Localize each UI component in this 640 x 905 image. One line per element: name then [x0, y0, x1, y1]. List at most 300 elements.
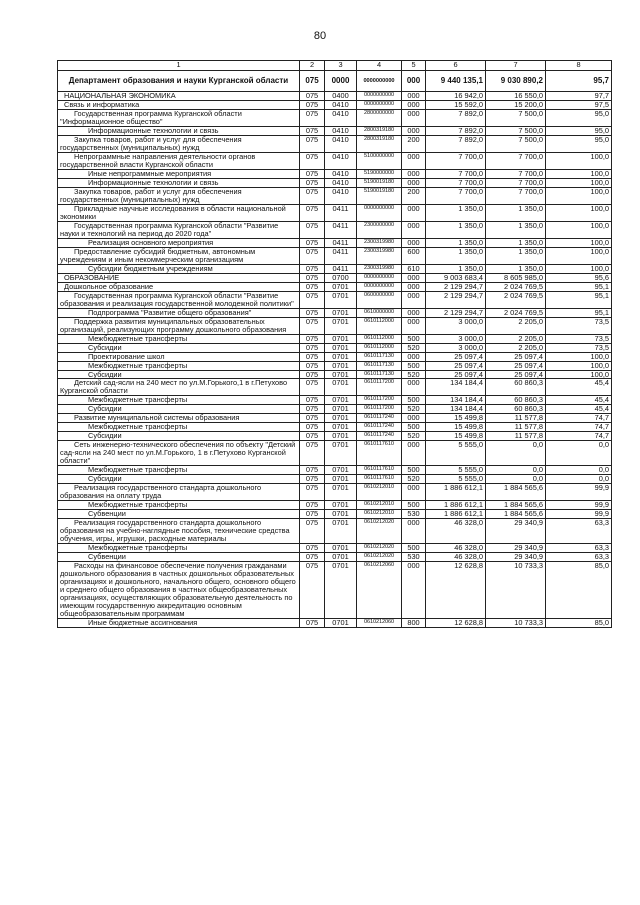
target-code: 0610212010	[357, 510, 402, 519]
department-row	[58, 71, 612, 92]
expense-type-code: 200	[402, 135, 426, 152]
execution-percent: 95,0	[546, 135, 612, 152]
actual-amount: 0,0	[486, 466, 546, 475]
expense-type-code: 000	[402, 519, 426, 544]
actual-amount: 60 860,3	[486, 379, 546, 396]
target-code: 2300319980	[357, 247, 402, 264]
expense-type-code: 610	[402, 264, 426, 273]
target-code: 0610112000	[357, 343, 402, 352]
ved-code: 075	[300, 352, 325, 361]
actual-amount: 10 733,3	[486, 562, 546, 619]
row-name: Межбюджетные трансферты	[58, 423, 300, 432]
execution-percent: 95,1	[546, 308, 612, 317]
planned-amount: 2 129 294,7	[426, 308, 486, 317]
execution-percent: 100,0	[546, 187, 612, 204]
target-code: 0610212010	[357, 501, 402, 510]
row-name: Субсидии бюджетным учреждениям	[58, 264, 300, 273]
row-name: Государственная программа Курганской области "Информационное общество"	[58, 109, 300, 126]
table-row	[58, 370, 612, 379]
section-code: 0701	[325, 484, 357, 501]
table-body	[58, 92, 612, 628]
row-name: Детский сад-ясли на 240 мест по ул.М.Горького,1 в г.Петухово Курганской области	[58, 379, 300, 396]
table-row	[58, 396, 612, 405]
row-name: Межбюджетные трансферты	[58, 466, 300, 475]
row-name: Субсидии	[58, 405, 300, 414]
actual-amount: 2 205,0	[486, 334, 546, 343]
expense-type-code: 800	[402, 619, 426, 628]
actual-amount: 2 205,0	[486, 343, 546, 352]
expense-type-code: 000	[402, 92, 426, 101]
target-code: 0610117240	[357, 423, 402, 432]
section-code: 0400	[325, 92, 357, 101]
target-code: 2300000000	[357, 221, 402, 238]
page-number: 80	[313, 30, 327, 42]
row-name: Иные непрограммные мероприятия	[58, 169, 300, 178]
planned-amount: 7 892,0	[426, 135, 486, 152]
actual-amount: 0,0	[486, 475, 546, 484]
planned-amount: 7 700,0	[426, 169, 486, 178]
ved-code: 075	[300, 109, 325, 126]
actual-amount: 25 097,4	[486, 370, 546, 379]
expense-type-code: 000	[402, 562, 426, 619]
row-name: Реализация основного мероприятия	[58, 238, 300, 247]
target-code: 0000000000	[357, 204, 402, 221]
planned-amount: 3 000,0	[426, 343, 486, 352]
target-code: 0610112000	[357, 317, 402, 334]
target-code: 2300319980	[357, 238, 402, 247]
ved-code: 075	[300, 178, 325, 187]
row-name: Расходы на финансовое обеспечение получения гражданами дошкольного образования в частных дошкольных образовательных организациях и дошкольного, начального общего, основного общего и среднего общего образования в частных общеобразовательных организациях, осуществляющих образовательную деятельность по имеющим государственную аккредитацию основным общеобразовательным программам	[58, 562, 300, 619]
execution-percent: 99,9	[546, 484, 612, 501]
ved-code: 075	[300, 273, 325, 282]
execution-percent: 0,0	[546, 466, 612, 475]
row-name: Межбюджетные трансферты	[58, 396, 300, 405]
column-number: 1	[58, 61, 300, 71]
actual-amount: 25 097,4	[486, 361, 546, 370]
target-code: 2800319180	[357, 126, 402, 135]
target-code: 0610117200	[357, 405, 402, 414]
actual-amount: 1 350,0	[486, 238, 546, 247]
actual-amount: 2 024 769,5	[486, 308, 546, 317]
table-row	[58, 544, 612, 553]
planned-amount: 15 499,8	[426, 432, 486, 441]
section-code: 0701	[325, 291, 357, 308]
row-name: Субвенции	[58, 553, 300, 562]
expense-type-code: 000	[402, 238, 426, 247]
expense-type-code: 000	[402, 204, 426, 221]
expense-type-code: 520	[402, 370, 426, 379]
table-row	[58, 238, 612, 247]
expense-type-code: 530	[402, 553, 426, 562]
department-name: Департамент образования и науки Курганской области	[58, 71, 300, 92]
expense-type-code: 000	[402, 178, 426, 187]
ved-code: 075	[300, 361, 325, 370]
target-code: 0000000000	[357, 92, 402, 101]
expense-type-code: 000	[402, 71, 426, 92]
expense-type-code: 520	[402, 432, 426, 441]
ved-code: 075	[300, 405, 325, 414]
execution-percent: 100,0	[546, 152, 612, 169]
actual-amount: 7 500,0	[486, 126, 546, 135]
planned-amount: 1 350,0	[426, 204, 486, 221]
planned-amount: 1 350,0	[426, 264, 486, 273]
table-row	[58, 247, 612, 264]
execution-percent: 0,0	[546, 441, 612, 466]
planned-amount: 3 000,0	[426, 317, 486, 334]
table-row	[58, 334, 612, 343]
actual-amount: 25 097,4	[486, 352, 546, 361]
expense-type-code: 000	[402, 414, 426, 423]
section-code: 0701	[325, 519, 357, 544]
ved-code: 075	[300, 135, 325, 152]
execution-percent: 73,5	[546, 317, 612, 334]
ved-code: 075	[300, 466, 325, 475]
planned-amount: 15 499,8	[426, 423, 486, 432]
expense-type-code: 000	[402, 169, 426, 178]
table-row	[58, 126, 612, 135]
expense-type-code: 500	[402, 501, 426, 510]
execution-percent: 97,7	[546, 92, 612, 101]
execution-percent: 95,6	[546, 273, 612, 282]
table-row	[58, 405, 612, 414]
section-code: 0701	[325, 441, 357, 466]
row-name: Непрограммные направления деятельности органов государственной власти Курганской области	[58, 152, 300, 169]
section-code: 0701	[325, 343, 357, 352]
expense-type-code: 000	[402, 109, 426, 126]
planned-amount: 15 499,8	[426, 414, 486, 423]
column-number-row	[58, 61, 612, 71]
target-code: 0610212060	[357, 619, 402, 628]
actual-amount: 60 860,3	[486, 405, 546, 414]
ved-code: 075	[300, 441, 325, 466]
execution-percent: 63,3	[546, 544, 612, 553]
actual-amount: 1 884 565,6	[486, 484, 546, 501]
target-code: 0610117610	[357, 441, 402, 466]
table-row	[58, 291, 612, 308]
row-name: Информационные технологии и связь	[58, 178, 300, 187]
row-name: Сеть инженерно-технического обеспечения по объекту "Детский сад-ясли на 240 мест по ул.М.Горького, 1 в г.Петухово Курганской области"	[58, 441, 300, 466]
actual-amount: 1 884 565,6	[486, 510, 546, 519]
table-row	[58, 352, 612, 361]
row-name: Межбюджетные трансферты	[58, 544, 300, 553]
execution-percent: 95,0	[546, 126, 612, 135]
row-name: Поддержка развития муниципальных образовательных организаций, реализующих программу дошкольного образования	[58, 317, 300, 334]
target-code: 2800000000	[357, 109, 402, 126]
table-row	[58, 204, 612, 221]
section-code: 0700	[325, 273, 357, 282]
planned-amount: 46 328,0	[426, 519, 486, 544]
section-code: 0701	[325, 308, 357, 317]
row-name: Межбюджетные трансферты	[58, 334, 300, 343]
row-name: Закупка товаров, работ и услуг для обеспечения государственных (муниципальных) нужд	[58, 187, 300, 204]
actual-amount: 2 024 769,5	[486, 282, 546, 291]
target-code: 0610117240	[357, 414, 402, 423]
section-code: 0701	[325, 432, 357, 441]
actual-amount: 7 500,0	[486, 109, 546, 126]
target-code: 5100000000	[357, 152, 402, 169]
ved-code: 075	[300, 501, 325, 510]
planned-amount: 46 328,0	[426, 553, 486, 562]
actual-amount: 7 700,0	[486, 169, 546, 178]
row-name: Государственная программа Курганской области "Развитие образования и реализация государственной молодежной политики"	[58, 291, 300, 308]
expense-type-code: 000	[402, 291, 426, 308]
row-name: Информационные технологии и связь	[58, 126, 300, 135]
ved-code: 075	[300, 247, 325, 264]
execution-percent: 74,7	[546, 414, 612, 423]
planned-amount: 25 097,4	[426, 361, 486, 370]
expense-type-code: 000	[402, 484, 426, 501]
target-code: 0600000000	[357, 291, 402, 308]
target-code: 0610212010	[357, 484, 402, 501]
ved-code: 075	[300, 343, 325, 352]
actual-amount: 7 700,0	[486, 187, 546, 204]
planned-amount: 2 129 294,7	[426, 282, 486, 291]
planned-amount: 12 628,8	[426, 619, 486, 628]
table-row	[58, 264, 612, 273]
execution-percent: 74,7	[546, 423, 612, 432]
planned-amount: 134 184,4	[426, 396, 486, 405]
ved-code: 075	[300, 71, 325, 92]
actual-amount: 29 340,9	[486, 519, 546, 544]
table-row	[58, 152, 612, 169]
actual-amount: 1 350,0	[486, 264, 546, 273]
table-row	[58, 100, 612, 109]
execution-percent: 100,0	[546, 352, 612, 361]
expense-type-code: 000	[402, 282, 426, 291]
table-row	[58, 432, 612, 441]
section-code: 0411	[325, 264, 357, 273]
row-name: Межбюджетные трансферты	[58, 501, 300, 510]
table-row	[58, 109, 612, 126]
ved-code: 075	[300, 544, 325, 553]
planned-amount: 1 350,0	[426, 238, 486, 247]
expense-type-code: 000	[402, 317, 426, 334]
section-code: 0701	[325, 379, 357, 396]
execution-percent: 99,9	[546, 501, 612, 510]
section-code: 0411	[325, 238, 357, 247]
ved-code: 075	[300, 562, 325, 619]
table-row	[58, 178, 612, 187]
expense-type-code: 000	[402, 273, 426, 282]
planned-amount: 1 886 612,1	[426, 510, 486, 519]
section-code: 0701	[325, 396, 357, 405]
expense-type-code: 000	[402, 441, 426, 466]
section-code: 0701	[325, 619, 357, 628]
section-code: 0701	[325, 423, 357, 432]
expense-type-code: 600	[402, 247, 426, 264]
expense-type-code: 500	[402, 423, 426, 432]
table-row	[58, 379, 612, 396]
execution-percent: 100,0	[546, 221, 612, 238]
row-name: Субвенции	[58, 510, 300, 519]
actual-amount: 16 550,0	[486, 92, 546, 101]
table-row	[58, 135, 612, 152]
section-code: 0701	[325, 334, 357, 343]
table-row	[58, 414, 612, 423]
target-code: 5190000000	[357, 169, 402, 178]
section-code: 0410	[325, 187, 357, 204]
row-name: Проектирование школ	[58, 352, 300, 361]
section-code: 0410	[325, 100, 357, 109]
execution-percent: 95,0	[546, 109, 612, 126]
actual-amount: 7 700,0	[486, 152, 546, 169]
target-code: 2800319180	[357, 135, 402, 152]
execution-percent: 0,0	[546, 475, 612, 484]
section-code: 0410	[325, 152, 357, 169]
actual-amount: 1 350,0	[486, 221, 546, 238]
planned-amount: 9 440 135,1	[426, 71, 486, 92]
execution-percent: 63,3	[546, 519, 612, 544]
table-row	[58, 187, 612, 204]
section-code: 0410	[325, 135, 357, 152]
actual-amount: 7 700,0	[486, 178, 546, 187]
section-code: 0000	[325, 71, 357, 92]
section-code: 0410	[325, 126, 357, 135]
planned-amount: 25 097,4	[426, 370, 486, 379]
section-code: 0701	[325, 466, 357, 475]
section-code: 0701	[325, 370, 357, 379]
execution-percent: 100,0	[546, 361, 612, 370]
table-row	[58, 466, 612, 475]
planned-amount: 5 555,0	[426, 441, 486, 466]
section-code: 0701	[325, 475, 357, 484]
ved-code: 075	[300, 317, 325, 334]
row-name: Субсидии	[58, 475, 300, 484]
ved-code: 075	[300, 414, 325, 423]
actual-amount: 60 860,3	[486, 396, 546, 405]
ved-code: 075	[300, 423, 325, 432]
ved-code: 075	[300, 187, 325, 204]
target-code: 0610117130	[357, 361, 402, 370]
ved-code: 075	[300, 100, 325, 109]
section-code: 0410	[325, 178, 357, 187]
target-code: 0610112000	[357, 334, 402, 343]
table-row	[58, 519, 612, 544]
table-row	[58, 441, 612, 466]
target-code: 0610117610	[357, 466, 402, 475]
row-name: Подпрограмма "Развитие общего образования"	[58, 308, 300, 317]
section-code: 0701	[325, 414, 357, 423]
table-row	[58, 308, 612, 317]
section-code: 0701	[325, 352, 357, 361]
execution-percent: 100,0	[546, 204, 612, 221]
target-code: 0610117200	[357, 379, 402, 396]
target-code: 0000000000	[357, 71, 402, 92]
planned-amount: 2 129 294,7	[426, 291, 486, 308]
actual-amount: 15 200,0	[486, 100, 546, 109]
ved-code: 075	[300, 484, 325, 501]
target-code: 5190019180	[357, 178, 402, 187]
table-row	[58, 484, 612, 501]
ved-code: 075	[300, 238, 325, 247]
target-code: 0610000000	[357, 308, 402, 317]
planned-amount: 16 942,0	[426, 92, 486, 101]
table-row	[58, 317, 612, 334]
expense-type-code: 520	[402, 405, 426, 414]
target-code: 0610117240	[357, 432, 402, 441]
table-row	[58, 619, 612, 628]
actual-amount: 7 500,0	[486, 135, 546, 152]
ved-code: 075	[300, 221, 325, 238]
section-code: 0701	[325, 544, 357, 553]
expense-type-code: 200	[402, 187, 426, 204]
planned-amount: 7 892,0	[426, 126, 486, 135]
table-row	[58, 361, 612, 370]
execution-percent: 45,4	[546, 405, 612, 414]
execution-percent: 97,5	[546, 100, 612, 109]
section-code: 0411	[325, 247, 357, 264]
row-name: Развитие муниципальной системы образования	[58, 414, 300, 423]
target-code: 0610212020	[357, 519, 402, 544]
execution-percent: 100,0	[546, 169, 612, 178]
column-number: 4	[357, 61, 402, 71]
planned-amount: 7 700,0	[426, 187, 486, 204]
expense-type-code: 520	[402, 475, 426, 484]
execution-percent: 85,0	[546, 562, 612, 619]
actual-amount: 11 577,8	[486, 423, 546, 432]
column-number: 7	[486, 61, 546, 71]
planned-amount: 9 003 683,4	[426, 273, 486, 282]
row-name: ОБРАЗОВАНИЕ	[58, 273, 300, 282]
row-name: Иные бюджетные ассигнования	[58, 619, 300, 628]
planned-amount: 7 700,0	[426, 178, 486, 187]
expense-type-code: 000	[402, 221, 426, 238]
planned-amount: 1 886 612,1	[426, 484, 486, 501]
ved-code: 075	[300, 92, 325, 101]
planned-amount: 12 628,8	[426, 562, 486, 619]
target-code: 2300319980	[357, 264, 402, 273]
row-name: Прикладные научные исследования в области национальной экономики	[58, 204, 300, 221]
ved-code: 075	[300, 308, 325, 317]
row-name: Предоставление субсидий бюджетным, автономным учреждениям и иным некоммерческим организациям	[58, 247, 300, 264]
section-code: 0701	[325, 282, 357, 291]
actual-amount: 2 205,0	[486, 317, 546, 334]
execution-percent: 100,0	[546, 247, 612, 264]
execution-percent: 100,0	[546, 178, 612, 187]
section-code: 0411	[325, 221, 357, 238]
target-code: 0610117130	[357, 370, 402, 379]
actual-amount: 1 884 565,6	[486, 501, 546, 510]
actual-amount: 11 577,8	[486, 414, 546, 423]
expense-type-code: 000	[402, 126, 426, 135]
execution-percent: 85,0	[546, 619, 612, 628]
target-code: 0610212060	[357, 562, 402, 619]
target-code: 0000000000	[357, 273, 402, 282]
planned-amount: 3 000,0	[426, 334, 486, 343]
ved-code: 075	[300, 510, 325, 519]
ved-code: 075	[300, 475, 325, 484]
actual-amount: 1 350,0	[486, 204, 546, 221]
section-code: 0701	[325, 317, 357, 334]
row-name: Субсидии	[58, 343, 300, 352]
section-code: 0701	[325, 562, 357, 619]
row-name: Субсидии	[58, 432, 300, 441]
actual-amount: 0,0	[486, 441, 546, 466]
actual-amount: 9 030 890,2	[486, 71, 546, 92]
target-code: 0610212020	[357, 553, 402, 562]
target-code: 0610212020	[357, 544, 402, 553]
column-number: 3	[325, 61, 357, 71]
planned-amount: 7 700,0	[426, 152, 486, 169]
table-row	[58, 423, 612, 432]
actual-amount: 10 733,3	[486, 619, 546, 628]
execution-percent: 95,1	[546, 282, 612, 291]
planned-amount: 5 555,0	[426, 475, 486, 484]
budget-table	[57, 60, 612, 628]
ved-code: 075	[300, 291, 325, 308]
planned-amount: 134 184,4	[426, 379, 486, 396]
ved-code: 075	[300, 204, 325, 221]
